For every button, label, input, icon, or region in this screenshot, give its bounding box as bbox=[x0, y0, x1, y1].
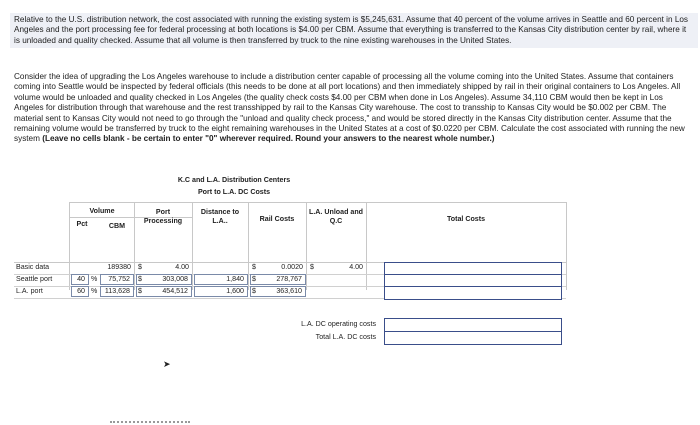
la-dc-operating-costs-input[interactable] bbox=[384, 318, 562, 332]
seattle-pct-input[interactable]: 40 bbox=[71, 274, 89, 285]
percent-sign: % bbox=[91, 287, 98, 295]
seattle-port-processing-value: 303,008 bbox=[162, 275, 188, 283]
total-costs-la-input[interactable] bbox=[384, 286, 562, 300]
dollar-sign: $ bbox=[138, 263, 142, 271]
table-title: K.C and L.A. Distribution Centers bbox=[177, 176, 291, 184]
total-la-dc-costs-input[interactable] bbox=[384, 331, 562, 345]
la-rail-costs-value: 363,610 bbox=[276, 287, 302, 295]
total-la-dc-costs-label: Total L.A. DC costs bbox=[315, 333, 376, 341]
problem-instructions: (Leave no cells blank - be certain to enter "0" wherever required. Round your answers to the nearest whole number.) bbox=[42, 134, 495, 144]
seattle-rail-costs-input[interactable] bbox=[250, 274, 306, 285]
dollar-sign: $ bbox=[138, 287, 142, 295]
dollar-sign: $ bbox=[252, 287, 256, 295]
row-label: L.A. port bbox=[16, 287, 43, 295]
basic-port-fee: 4.00 bbox=[175, 263, 189, 271]
seattle-rail-costs-value: 278,767 bbox=[276, 275, 302, 283]
la-port-processing-value: 454,512 bbox=[162, 287, 188, 295]
la-dc-operating-costs-label: L.A. DC operating costs bbox=[301, 320, 376, 328]
la-distance-input[interactable]: 1,600 bbox=[194, 286, 248, 297]
header-port-processing: Port Processing bbox=[143, 208, 183, 225]
header-volume: Volume bbox=[89, 207, 115, 215]
dollar-sign: $ bbox=[138, 275, 142, 283]
la-cbm-input[interactable]: 113,628 bbox=[100, 286, 134, 297]
header-cbm: CBM bbox=[108, 222, 126, 230]
header-rail-costs: Rail Costs bbox=[259, 215, 295, 223]
basic-rail-rate: 0.0020 bbox=[281, 263, 303, 271]
la-rail-costs-input[interactable] bbox=[250, 286, 306, 297]
basic-unload-rate: 4.00 bbox=[349, 263, 363, 271]
row-label: Seattle port bbox=[16, 275, 53, 283]
basic-cbm: 189380 bbox=[107, 263, 131, 271]
table-subtitle: Port to L.A. DC Costs bbox=[197, 188, 271, 196]
header-la-unload: L.A. Unload and Q.C bbox=[309, 208, 363, 225]
dollar-sign: $ bbox=[252, 275, 256, 283]
problem-paragraph-1: Relative to the U.S. distribution network, the cost associated with running the existing system is $5,245,631. Assume that 40 percent of the volume arrives in Seattle and 60 percent in Los Angeles and the port processing fee for federal processing at both locations is $4.00 per CBM. Assume that everything is transferred to the Kansas City distribution center by rail, where it is unloaded and quality checked. Assume that all volume is then transferred by truck to the nine existing warehouses in the United States. bbox=[10, 13, 698, 48]
seattle-port-processing-input[interactable] bbox=[136, 274, 192, 285]
seattle-cbm-input[interactable]: 75,752 bbox=[100, 274, 134, 285]
header-total-costs: Total Costs bbox=[446, 215, 486, 223]
la-port-processing-input[interactable] bbox=[136, 286, 192, 297]
percent-sign: % bbox=[91, 275, 98, 283]
la-pct-input[interactable]: 60 bbox=[71, 286, 89, 297]
dollar-sign: $ bbox=[310, 263, 314, 271]
row-label: Basic data bbox=[16, 263, 50, 271]
seattle-distance-input[interactable]: 1,840 bbox=[194, 274, 248, 285]
problem-paragraph-2-text: Consider the idea of upgrading the Los Angeles warehouse to include a distribution center capable of processing all the volume coming into the United States. Assume that containers coming into Seattle would be inspected by federal officials (this needs to be done at all port locations) and then immediately shipped by rail in their original containers to Los Angeles. All volume would be unloaded and quality checked in Los Angeles (the quality check costs $4.00 per CBM when done in Los Angeles). Assume 34,110 CBM would then be kept in Los Angeles for distribution through that warehouse and the rest transshipped by rail to the Kansas City warehouse. The cost to transship to Kansas City would be $0.002 per CBM. The material sent to Kansas City would not need to go through the "unload and quality check process," and would be stored directly in the Kansas City distribution center. Assume that the remaining volume would be transferred by truck to the eight remaining warehouses in the United States at a cost of $0.0220 per CBM. Calculate the cost associated with running the new system bbox=[14, 72, 685, 144]
mouse-cursor-icon: ➤ bbox=[163, 359, 171, 369]
header-pct: Pct bbox=[76, 220, 88, 228]
problem-paragraph-2 bbox=[10, 72, 698, 145]
cutoff-divider bbox=[110, 421, 190, 425]
header-distance: Distance to L.A.. bbox=[200, 208, 240, 225]
dollar-sign: $ bbox=[252, 263, 256, 271]
